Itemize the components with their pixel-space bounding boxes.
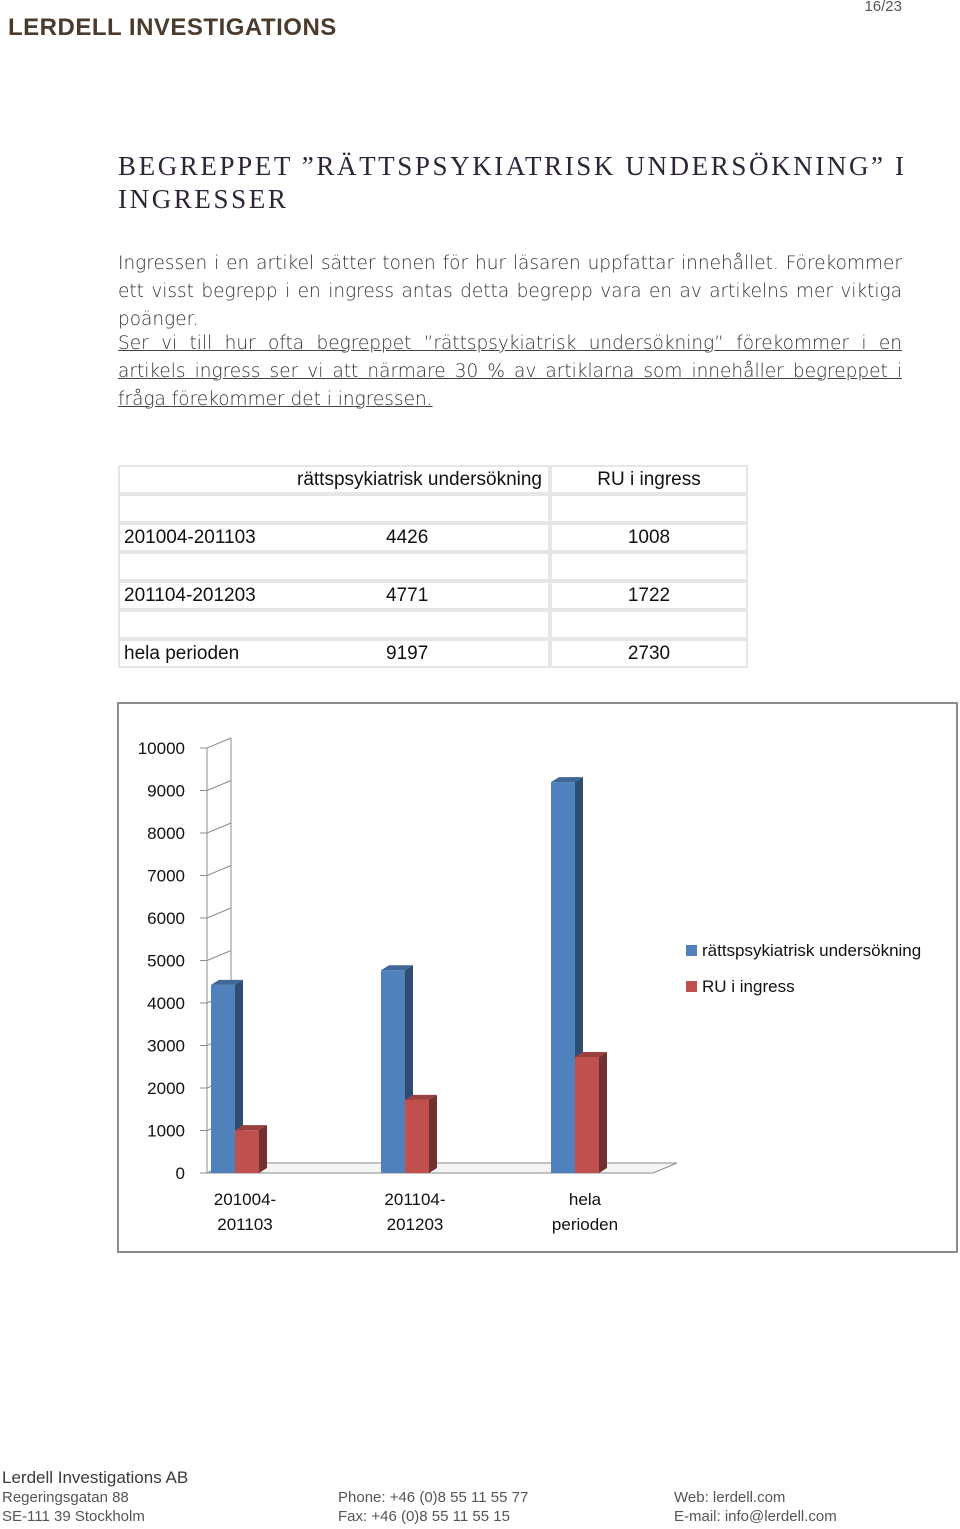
y-tick-label: 3000 [147, 1036, 185, 1056]
y-tick-label: 10000 [137, 739, 185, 758]
page-number: 16/23 [864, 0, 902, 15]
table-spacer-row [118, 494, 748, 523]
table-row-label-cell [118, 639, 550, 668]
bar-ru [381, 970, 405, 1173]
row-value-ru: 4426 [386, 526, 429, 548]
table-row [118, 639, 748, 668]
table-row-label-cell [118, 523, 550, 552]
row-period: 201104-201203 [124, 584, 256, 606]
row-value-ingress: 1722 [550, 581, 748, 610]
footer-address-2: SE-111 39 Stockholm [2, 1508, 145, 1525]
footer-email: E-mail: info@lerdell.com [674, 1508, 837, 1525]
legend-swatch [686, 981, 697, 992]
spacer-cell [550, 494, 748, 523]
y-tick-label: 6000 [147, 909, 185, 928]
footer-fax: Fax: +46 (0)8 55 11 55 15 [338, 1508, 510, 1525]
y-tick-label: 7000 [147, 866, 185, 886]
spacer-cell [118, 610, 550, 639]
y-tick-diagonal [207, 823, 231, 833]
footer-web: Web: lerdell.com [674, 1489, 786, 1506]
bar-ru [551, 782, 575, 1173]
footer-address-1: Regeringsgatan 88 [2, 1489, 129, 1506]
table-row [118, 581, 748, 610]
row-value-ru: 4771 [386, 584, 429, 606]
x-category-label: hela [568, 1190, 602, 1209]
y-tick-diagonal [207, 781, 231, 791]
x-category-label: perioden [551, 1215, 619, 1234]
bar-chart [117, 702, 958, 1253]
y-tick-label: 0 [175, 1164, 185, 1183]
y-tick-diagonal [207, 866, 231, 876]
x-category-label: 201203 [386, 1215, 444, 1234]
row-value-ingress: 2730 [550, 639, 748, 668]
footer-company: Lerdell Investigations AB [2, 1468, 189, 1487]
bar-ingress [405, 1100, 429, 1173]
header-ru: rättspsykiatrisk undersökning [297, 468, 542, 490]
y-tick-diagonal [207, 738, 231, 748]
legend-label: rättspsykiatrisk undersökning [702, 941, 922, 960]
spacer-cell [118, 494, 550, 523]
y-tick-diagonal [207, 908, 231, 918]
x-category-label: 201103 [217, 1215, 273, 1234]
legend-label: RU i ingress [702, 977, 795, 996]
bar-side-ingress [429, 1095, 437, 1173]
table-spacer-row [118, 610, 748, 639]
finding-paragraph: Ser vi till hur ofta begreppet ”rättspsykiatrisk undersökning” förekommer i en artikels ingress ser vi att närmare 30 % av artiklarna som innehåller begreppet i fråga förekommer det i ingressen. [118, 333, 902, 410]
bar-side-ingress [259, 1125, 267, 1173]
y-tick-label: 8000 [147, 824, 185, 843]
footer-row-1 [2, 1488, 942, 1507]
bar-side-ingress [599, 1052, 607, 1173]
table-row [118, 523, 748, 552]
row-value-ru: 9197 [386, 642, 429, 664]
y-tick-label: 4000 [147, 994, 185, 1013]
row-period: hela perioden [124, 642, 240, 664]
table-spacer-row [118, 552, 748, 581]
row-value-ingress: 1008 [550, 523, 748, 552]
footer [2, 1468, 942, 1526]
spacer-cell [550, 610, 748, 639]
x-category-label: 201104- [384, 1190, 446, 1209]
footer-row-2 [2, 1507, 942, 1526]
y-tick-label: 2000 [147, 1079, 185, 1098]
bar-ingress [235, 1130, 259, 1173]
y-tick-label: 5000 [147, 951, 185, 971]
table-header-cell [118, 465, 550, 494]
section-title: BEGREPPET ”RÄTTSPSYKIATRISK UNDERSÖKNING” I INGRESSER [118, 151, 907, 214]
statistics-table [118, 465, 748, 668]
intro-paragraph: Ingressen i en artikel sätter tonen för hur läsaren uppfattar innehållet. Förekommer ett visst begrepp i en ingress antas detta begrepp vara en av artikelns mer viktiga poänger. [118, 253, 902, 330]
footer-phone: Phone: +46 (0)8 55 11 55 77 [338, 1489, 529, 1506]
y-tick-label: 9000 [147, 781, 185, 801]
y-tick-label: 1000 [147, 1121, 185, 1141]
bar-ingress [575, 1057, 599, 1173]
spacer-cell [550, 552, 748, 581]
y-tick-diagonal [207, 951, 231, 961]
header-ru-ingress: RU i ingress [550, 465, 748, 494]
table-header-row [118, 465, 748, 494]
row-period: 201004-201103 [124, 526, 256, 548]
x-category-label: 201004- [213, 1190, 277, 1209]
brand-logo: LERDELL INVESTIGATIONS [8, 14, 337, 41]
legend-swatch [686, 945, 697, 956]
spacer-cell [118, 552, 550, 581]
table-row-label-cell [118, 581, 550, 610]
bar-ru [211, 985, 235, 1173]
